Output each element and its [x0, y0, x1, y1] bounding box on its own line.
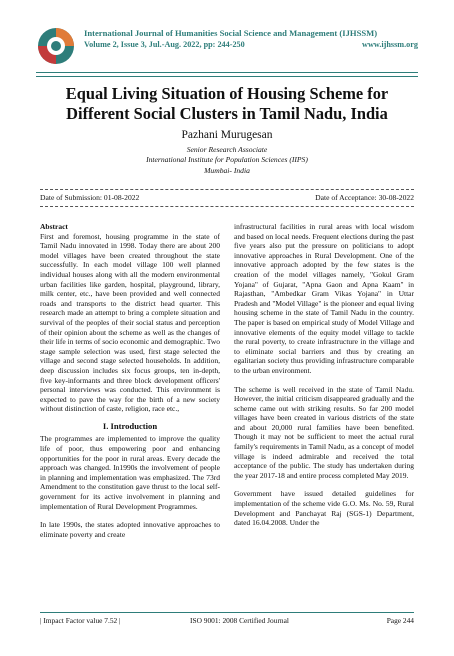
submission-date: Date of Submission: 01-08-2022	[40, 193, 140, 202]
intro-paragraph-2: In late 1990s, the states adopted innovative approaches to eliminate poverty and create	[40, 520, 220, 539]
author-name: Pazhani Murugesan	[181, 129, 273, 141]
journal-header	[36, 24, 418, 74]
journal-title: International Journal of Humanities Social Science and Management (IJHSSM)	[84, 28, 378, 38]
abstract-text: First and foremost, housing programme in the state of Tamil Nadu innovated in 1998. Today there are about 200 model villages have been created throughout the state successfully. In each model village 100 well planned individual houses along with all the modern environmental urban facilities like garden, hospital, playground, library, milk center, etc., have been provided and well connected roads and transports to the district head quarter. This research made an attempt to bring a complete situation and survival of the peoples of their social status and perception of their opinion about the scheme as well as the changes of their life in terms of socio economic and demographic. Two stage sample selection was used, first stage selected the village and second stage selected households. In addition, deep discussion includes six focus groups, ten in-depth, five key-informants and three block development officers' personal interviews was conducted. This environment is expected to pave the way for the birth of a new society without distinction of caste, religion, race etc.,	[40, 231, 220, 414]
acceptance-date: Date of Acceptance: 30-08-2022	[315, 193, 414, 202]
affiliation-institute: International Institute for Population Sciences (IIPS)	[146, 155, 308, 164]
page-footer	[40, 612, 414, 627]
impact-factor: | Impact Factor value 7.52 |	[40, 616, 121, 625]
abstract-label: Abstract	[40, 222, 68, 231]
right-paragraph-1: infrastructural facilities in rural areas with local wisdom and based on local needs. Frequent elections during the past five years also put the pressure on politicians to adopt innovative approaches in Rural Development. One of the innovative approach adopted by the few states is the creation of the model villages namely, "Gokul Gram Yojana" of Gujarat, "Apna Gaon and Apna Kaam" in Rajasthan, "Ambedkar Gram Vikas Yojana" in Uttar Pradesh and "Model Village" is the pioneer and equal living housing scheme in the state of Tamil Nadu in the country. The paper is based on empirical study of Model Village and innovative elements of the equity model village to tackle the rural poverty, to create infrastructure in the village and to eliminate social barriers and thus by creating an egalitarian society thus providing infrastructure comparable to the urban environment.	[234, 222, 414, 375]
left-column	[40, 222, 220, 539]
title-line-1: Equal Living Situation of Housing Scheme for	[65, 84, 389, 103]
issue-info: Volume 2, Issue 3, Jul.-Aug. 2022, pp: 244-250	[84, 40, 245, 49]
abstract	[40, 222, 220, 414]
section-heading-introduction: I. Introduction	[102, 420, 158, 431]
journal-url[interactable]: www.ijhssm.org	[362, 40, 418, 49]
intro-paragraph-1: The programmes are implemented to improve the quality life of poor, thus empowering poor and enhancing opportunities for the poor in rural areas. Every decade the approach was changed. In1990s the involvement of people in planning and implementation was emphasized. The 73rd Amendment to the constitution gave thrust to the local self-government for its active involvement in planning and implementation of Rural Development Programmes.	[40, 434, 220, 511]
paper-title	[36, 84, 418, 124]
title-line-2: Different Social Clusters in Tamil Nadu, India	[66, 104, 388, 123]
dates-bar	[40, 189, 414, 207]
affiliation-role: Senior Research Associate	[186, 145, 268, 154]
header-divider	[36, 72, 418, 77]
right-column	[234, 222, 414, 528]
page-number: Page 244	[386, 616, 414, 625]
right-paragraph-3: Government have issued detailed guidelines for implementation of the scheme vide G.O. Ms. No. 59, Rural Development and Panchayat Raj (SGS-1) Department, dated 16.04.2008. Under the	[234, 489, 414, 528]
right-paragraph-2: The scheme is well received in the state of Tamil Nadu. However, the initial criticism disappeared gradually and the scheme came out with striking results. So far 200 model villages have been created in various districts of the state and about 20,000 rural families have been benefited. Though it may not be sufficient to meet the actual rural family's requirements in Tamil Nadu, as a concept of model village is indeed admirable and received the total acceptance of the public. The study has undertaken during the year 2017-18 and entire process completed May 2019.	[234, 384, 414, 480]
affiliation-city: Mumbai- India	[204, 166, 250, 175]
iso-certification: ISO 9001: 2008 Certified Journal	[190, 616, 289, 625]
journal-logo-icon	[36, 26, 76, 66]
